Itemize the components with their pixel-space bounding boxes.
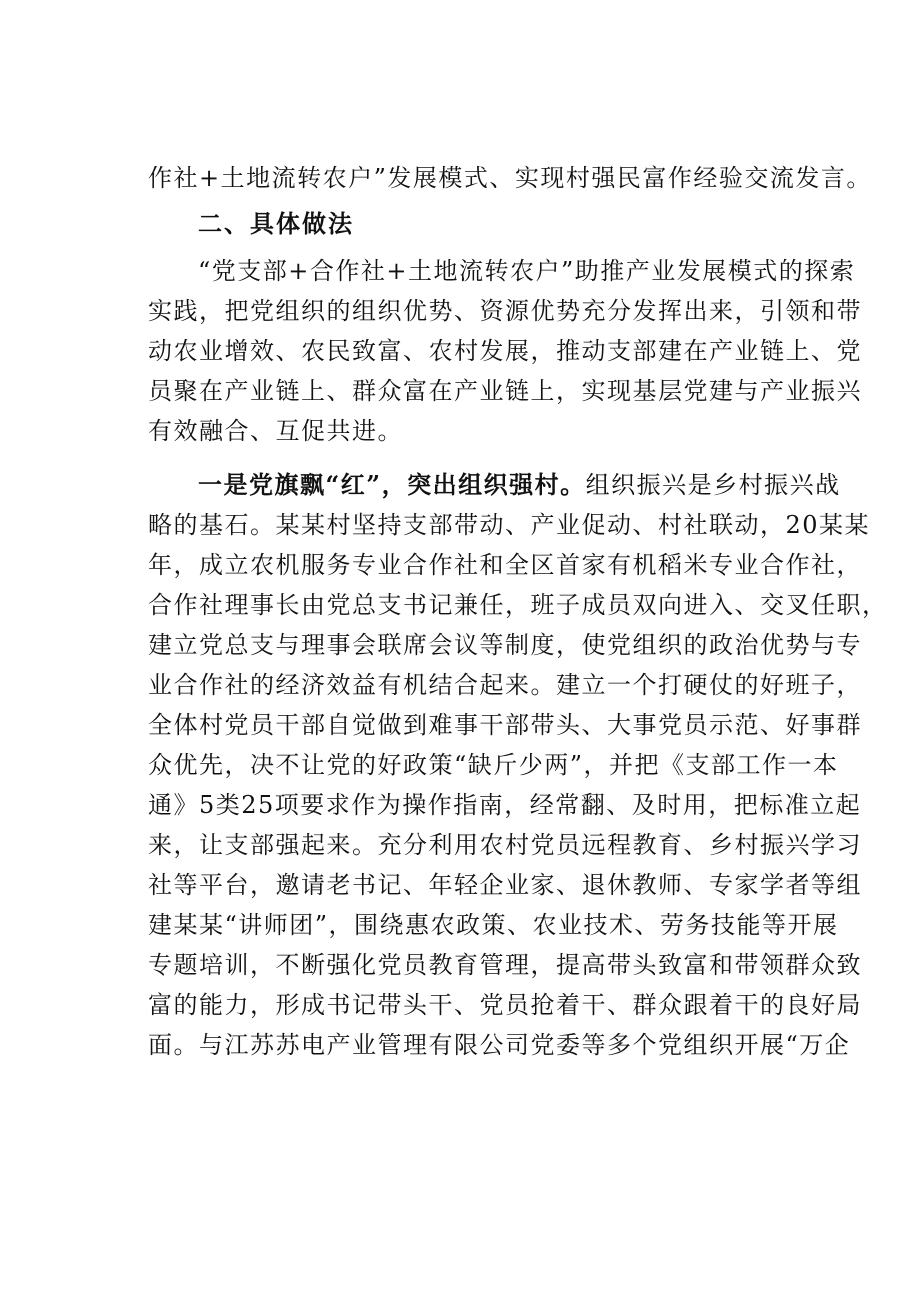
paragraph-2-line: 富的能力，形成书记带头干、党员抢着干、群众跟着干的良好局 — [148, 991, 862, 1019]
paragraph-1-line: 员聚在产业链上、群众富在产业链上，实现基层党建与产业振兴 — [148, 377, 862, 405]
paragraph-2-line: 通》5类25项要求作为操作指南，经常翻、及时用，把标准立起 — [148, 791, 862, 819]
paragraph-2-line: 社等平台，邀请老书记、年轻企业家、退休教师、专家学者等组 — [148, 871, 862, 899]
paragraph-1-line: “党支部+合作社+土地流转农户”助推产业发展模式的探索 — [198, 257, 856, 285]
paragraph-1-line: 有效融合、互促共进。 — [148, 417, 403, 445]
paragraph-2 — [148, 465, 888, 1065]
intro-paragraph — [148, 158, 872, 198]
paragraph-2-line: 年，成立农机服务专业合作社和全区首家有机稻米专业合作社， — [148, 551, 862, 579]
paragraph-2-line: 全体村党员干部自觉做到难事干部带头、大事党员示范、好事群 — [148, 711, 862, 739]
paragraph-2-line: 合作社理事长由党总支书记兼任，班子成员双向进入、交叉任职， — [148, 591, 888, 619]
paragraph-2-line: 建某某“讲师团”，围绕惠农政策、农业技术、劳务技能等开展 — [148, 911, 839, 939]
paragraph-2-line: 业合作社的经济效益有机结合起来。建立一个打硬仗的好班子， — [148, 671, 862, 699]
paragraph-2-line: 略的基石。某某村坚持支部带动、产业促动、村社联动，20某某 — [148, 511, 871, 539]
paragraph-2-line: 众优先，决不让党的好政策“缺斤少两”，并把《支部工作一本 — [148, 751, 839, 779]
paragraph-1-line: 动农业增效、农民致富、农村发展，推动支部建在产业链上、党 — [148, 337, 862, 365]
paragraph-1 — [148, 251, 862, 451]
paragraph-1-line: 实践，把党组织的组织优势、资源优势充分发挥出来，引领和带 — [148, 297, 862, 325]
paragraph-2-line: 建立党总支与理事会联席会议等制度，使党组织的政治优势与专 — [148, 631, 862, 659]
paragraph-2-first-line — [148, 465, 841, 505]
paragraph-2-lead-rest: 组织振兴是乡村振兴战 — [585, 471, 841, 499]
section-heading: 二、具体做法 — [198, 210, 354, 238]
paragraph-2-line: 面。与江苏苏电产业管理有限公司党委等多个党组织开展“万企 — [148, 1031, 851, 1059]
paragraph-2-line: 专题培训，不断强化党员教育管理，提高带头致富和带领群众致 — [148, 951, 862, 979]
paragraph-2-line: 来，让支部强起来。充分利用农村党员远程教育、乡村振兴学习 — [148, 831, 862, 859]
section-heading-block — [148, 204, 810, 244]
paragraph-2-lead-bold: 一是党旗飘“红”，突出组织强村。 — [198, 470, 586, 499]
intro-line: 作社+土地流转农户”发展模式、实现村强民富作经验交流发言。 — [148, 164, 872, 192]
